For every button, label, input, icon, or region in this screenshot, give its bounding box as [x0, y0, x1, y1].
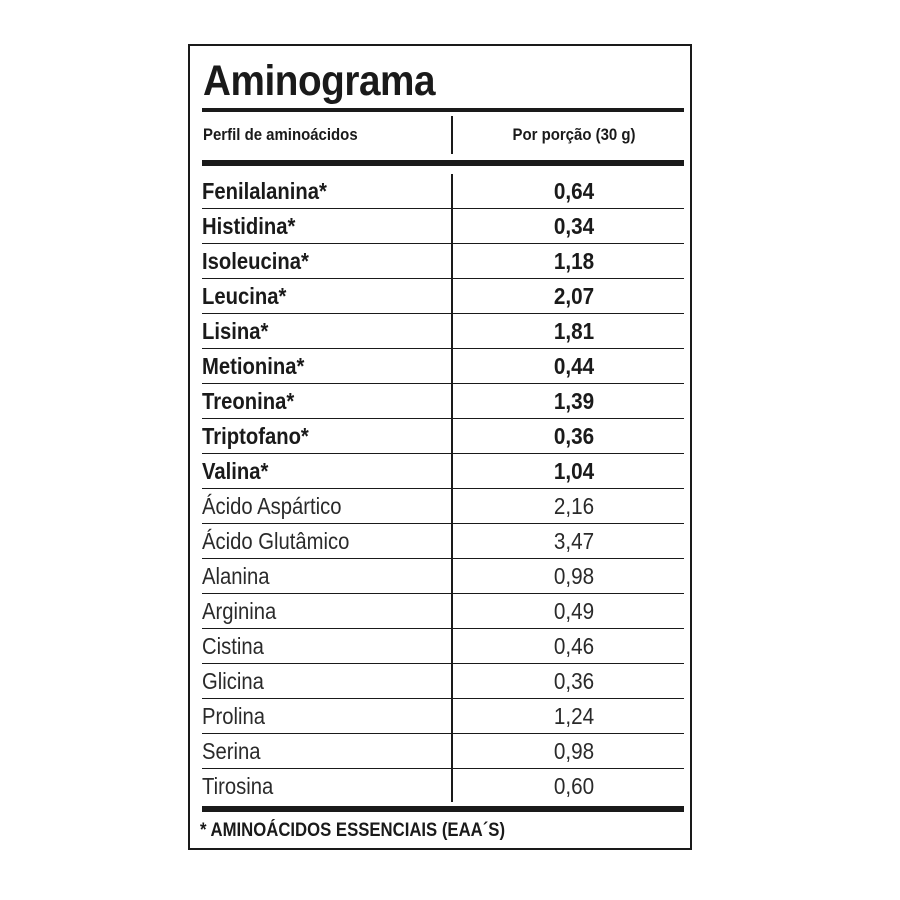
table-row: [202, 244, 684, 279]
amino-acid-name: Serina: [202, 738, 261, 764]
table-row: [202, 279, 684, 314]
amino-acid-value: 0,44: [553, 353, 595, 379]
amino-acid-name: Cistina: [202, 633, 264, 659]
amino-acid-value: 0,36: [553, 668, 595, 694]
amino-acid-name: Glicina: [202, 668, 264, 694]
aminogram-table: [188, 44, 692, 850]
table-row: [202, 524, 684, 559]
amino-acid-name: Ácido Glutâmico: [202, 528, 350, 554]
amino-acid-name: Metionina*: [202, 353, 305, 379]
header-amino-profile: Perfil de aminoácidos: [203, 125, 358, 144]
amino-acid-name: Lisina*: [202, 318, 269, 344]
amino-acid-name: Isoleucina*: [202, 248, 309, 274]
footnote: * AMINOÁCIDOS ESSENCIAIS (EAA´S): [200, 820, 506, 841]
table-row: [202, 314, 684, 349]
table-title: Aminograma: [203, 57, 436, 105]
table-row: [202, 629, 684, 664]
amino-acid-value: 2,07: [553, 283, 595, 309]
amino-acid-value: 3,47: [553, 528, 595, 554]
amino-acid-value: 1,18: [553, 248, 595, 274]
table-row: [202, 209, 684, 244]
header-divider: [202, 160, 684, 166]
amino-acid-value: 1,04: [553, 458, 595, 484]
table-row: [202, 384, 684, 419]
amino-acid-value: 0,34: [553, 213, 595, 239]
amino-acid-value: 0,98: [553, 563, 595, 589]
table-row: [202, 174, 684, 209]
amino-acid-name: Triptofano*: [202, 423, 309, 449]
amino-acid-name: Alanina: [202, 563, 270, 589]
amino-acid-name: Tirosina: [202, 773, 274, 799]
amino-acid-value: 1,81: [553, 318, 595, 344]
amino-acid-name: Histidina*: [202, 213, 296, 239]
amino-acid-name: Treonina*: [202, 388, 295, 414]
table-row: [202, 559, 684, 594]
amino-acid-name: Valina*: [202, 458, 269, 484]
amino-acid-value: 0,60: [553, 773, 595, 799]
table-header: [202, 116, 684, 156]
table-row: [202, 769, 684, 804]
amino-acid-value: 2,16: [553, 493, 595, 519]
table-row: [202, 489, 684, 524]
amino-acid-value: 0,64: [553, 178, 595, 204]
footer-divider: [202, 806, 684, 812]
amino-acid-name: Prolina: [202, 703, 266, 729]
header-column-divider: [451, 116, 453, 154]
amino-acid-name: Fenilalanina*: [202, 178, 327, 204]
amino-acid-value: 0,46: [553, 633, 595, 659]
amino-acid-value: 1,24: [553, 703, 595, 729]
amino-acid-name: Leucina*: [202, 283, 287, 309]
table-row: [202, 664, 684, 699]
table-body: [202, 174, 684, 804]
table-row: [202, 594, 684, 629]
amino-acid-value: 0,98: [553, 738, 595, 764]
amino-acid-value: 0,49: [553, 598, 595, 624]
table-row: [202, 699, 684, 734]
table-row: [202, 419, 684, 454]
amino-acid-value: 1,39: [553, 388, 595, 414]
amino-acid-name: Arginina: [202, 598, 277, 624]
title-divider: [202, 108, 684, 112]
table-row: [202, 349, 684, 384]
header-per-serving: Por porção (30 g): [512, 125, 636, 144]
table-row: [202, 454, 684, 489]
amino-acid-value: 0,36: [553, 423, 595, 449]
amino-acid-name: Ácido Aspártico: [202, 493, 342, 519]
table-row: [202, 734, 684, 769]
